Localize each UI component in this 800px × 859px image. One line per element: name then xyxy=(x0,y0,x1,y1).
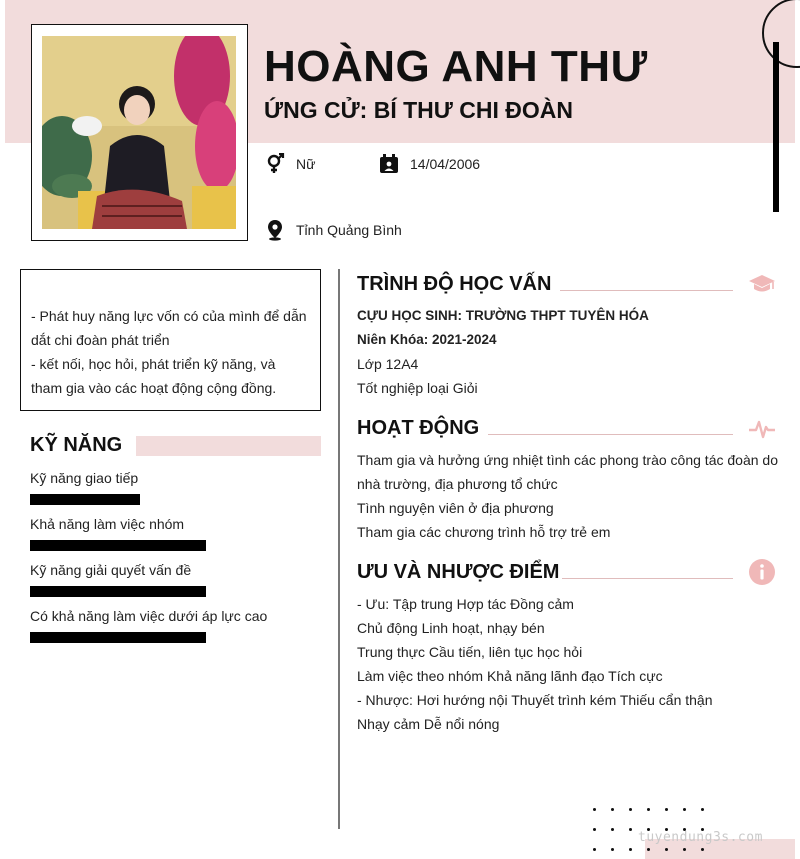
decorative-dot xyxy=(647,848,650,851)
activity-line: Tham gia các chương trình hỗ trợ trẻ em xyxy=(357,524,611,540)
decorative-bar xyxy=(773,42,779,212)
skills-title: KỸ NĂNG xyxy=(30,434,123,456)
activities-title-rule xyxy=(488,434,733,435)
strengths-line: - Ưu: Tập trung Hợp tác Đồng cảm xyxy=(357,596,574,612)
decorative-dot xyxy=(629,828,632,831)
gender-value: Nữ xyxy=(296,156,316,172)
objective-line: - kết nối, học hỏi, phát triển kỹ năng, và tham gia vào các hoạt động cộng đồng. xyxy=(31,356,277,396)
decorative-dot xyxy=(683,848,686,851)
education-title: TRÌNH ĐỘ HỌC VẤN xyxy=(357,273,552,295)
skill-item xyxy=(30,470,270,505)
skill-level-track xyxy=(30,540,206,551)
decorative-dot xyxy=(665,808,668,811)
watermark: tuyendung3s.com xyxy=(638,830,763,845)
candidate-name: HOÀNG ANH THƯ xyxy=(264,42,648,91)
activities-title: HOẠT ĐỘNG xyxy=(357,417,480,439)
decorative-dot xyxy=(611,828,614,831)
gender-info xyxy=(264,153,315,175)
decorative-dot xyxy=(665,848,668,851)
graduation-cap-icon xyxy=(748,270,776,298)
strengths-title: ƯU VÀ NHƯỢC ĐIỂM xyxy=(357,561,560,583)
address-value: Tỉnh Quảng Bình xyxy=(296,222,402,238)
decorative-dot xyxy=(629,808,632,811)
skill-level-bar xyxy=(30,586,206,597)
skill-item xyxy=(30,562,270,597)
skill-level-bar xyxy=(30,494,140,505)
skill-label: Khả năng làm việc nhóm xyxy=(30,516,185,532)
skill-label: Có khả năng làm việc dưới áp lực cao xyxy=(30,608,268,624)
strengths-title-rule xyxy=(562,578,733,579)
decorative-dot xyxy=(647,808,650,811)
activity-line: Tham gia và hưởng ứng nhiệt tình các phong trào công tác đoàn do xyxy=(357,452,778,468)
strengths-line: Chủ động Linh hoạt, nhạy bén xyxy=(357,620,545,636)
education-years: Niên Khóa: 2021-2024 xyxy=(357,332,497,347)
education-class: Lớp 12A4 xyxy=(357,356,419,372)
birthdate-value: 14/04/2006 xyxy=(410,156,481,172)
skills-title-accent xyxy=(136,436,321,456)
pulse-icon xyxy=(748,415,776,443)
decorative-dot xyxy=(683,808,686,811)
decorative-dot xyxy=(611,848,614,851)
strengths-line: Trung thực Cầu tiến, liên tục học hỏi xyxy=(357,644,583,660)
skill-level-bar xyxy=(30,632,206,643)
profile-photo xyxy=(42,36,236,229)
education-title-rule xyxy=(560,290,733,291)
skill-item xyxy=(30,516,270,551)
gender-icon xyxy=(264,153,286,175)
skill-level-track xyxy=(30,632,206,643)
decorative-dot xyxy=(701,848,704,851)
skill-level-track xyxy=(30,494,206,505)
activity-line: Tình nguyện viên ở địa phương xyxy=(357,500,554,516)
info-icon xyxy=(748,558,776,586)
decorative-dot xyxy=(593,828,596,831)
objective-line: - Phát huy năng lực vốn có của mình để dẫn dắt chi đoàn phát triển xyxy=(31,308,307,348)
decorative-dot xyxy=(701,808,704,811)
birthdate-info xyxy=(378,153,480,175)
skill-item xyxy=(30,608,270,643)
column-divider xyxy=(338,269,340,829)
education-result: Tốt nghiệp loại Giỏi xyxy=(357,380,478,396)
activity-line: nhà trường, địa phương tổ chức xyxy=(357,476,558,492)
location-pin-icon xyxy=(264,219,286,241)
skill-level-track xyxy=(30,586,206,597)
strengths-line: Nhạy cảm Dễ nổi nóng xyxy=(357,716,500,732)
candidate-role: ỨNG CỬ: BÍ THƯ CHI ĐOÀN xyxy=(264,97,573,123)
education-school: CỰU HỌC SINH: TRƯỜNG THPT TUYÊN HÓA xyxy=(357,308,649,323)
career-objective xyxy=(20,269,321,411)
address-info xyxy=(264,219,402,241)
decorative-dot xyxy=(593,848,596,851)
calendar-icon xyxy=(378,153,400,175)
strengths-line: Làm việc theo nhóm Khả năng lãnh đạo Tích cực xyxy=(357,668,663,684)
decorative-dot xyxy=(593,808,596,811)
decorative-dot xyxy=(611,808,614,811)
skill-label: Kỹ năng giao tiếp xyxy=(30,470,139,486)
decorative-dot xyxy=(629,848,632,851)
skill-label: Kỹ năng giải quyết vấn đề xyxy=(30,562,192,578)
strengths-line: - Nhược: Hơi hướng nội Thuyết trình kém Thiếu cẩn thận xyxy=(357,692,713,708)
skill-level-bar xyxy=(30,540,206,551)
